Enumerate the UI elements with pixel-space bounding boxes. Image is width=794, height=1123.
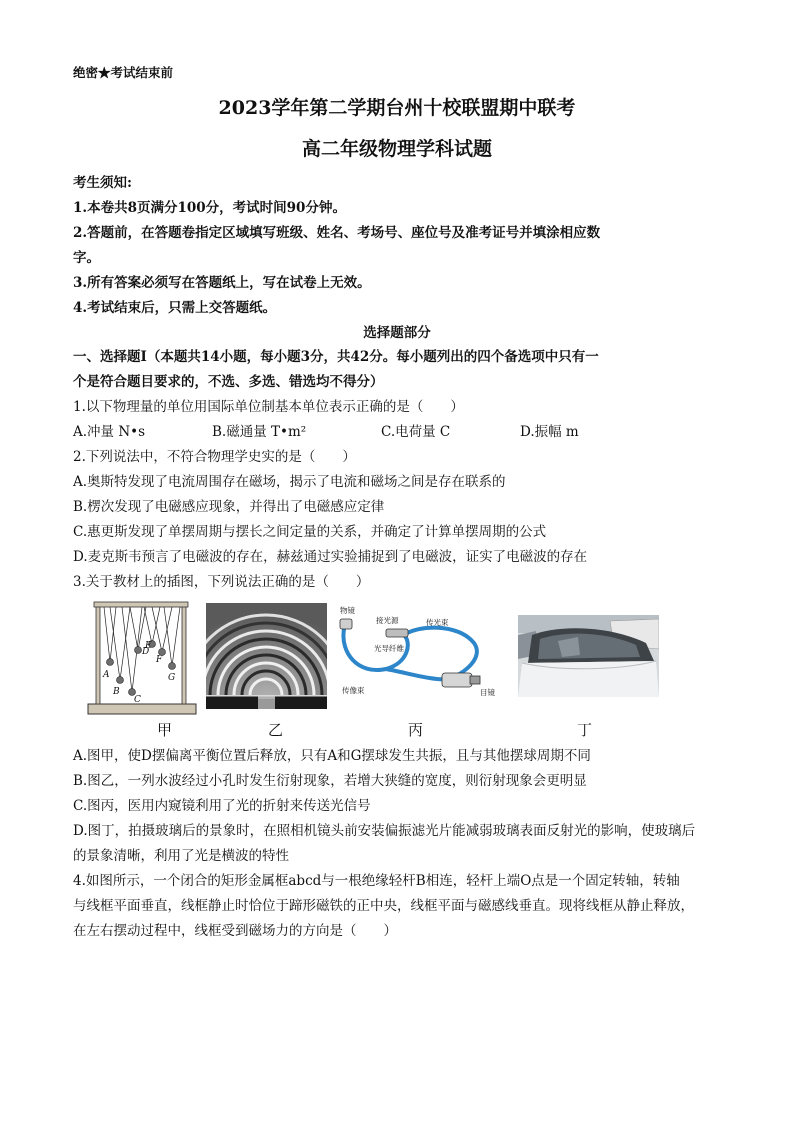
question-4-line: 在左右摆动过程中，线框受到磁场力的方向是（ ） (73, 923, 397, 939)
q1-option-a: A.冲量 N•s (73, 424, 146, 440)
notice-item: 3.所有答案必须写在答题纸上，写在试卷上无效。 (73, 275, 371, 291)
label-light-source: 接光源 (376, 616, 399, 625)
q3-option-c: C.图丙，医用内窥镜利用了光的折射来传送光信号 (73, 798, 371, 814)
question-4-line: 4.如图所示，一个闭合的矩形金属框abcd与一根绝缘轻杆B相连，轻杆上端O点是一个固定转轴，转轴 (73, 873, 680, 889)
q1-option-c: C.电荷量 C (381, 424, 451, 440)
caption-yi: 乙 (268, 721, 284, 739)
notice-item: 4.考试结束后，只需上交答题纸。 (73, 300, 277, 316)
figure-car-photo (518, 615, 659, 697)
exam-title: 2023学年第二学期台州十校联盟期中联考 (218, 97, 576, 119)
notice-item: 1.本卷共8页满分100分，考试时间90分钟。 (73, 200, 346, 216)
q2-option-c: C.惠更斯发现了单摆周期与摆长之间定量的关系，并确定了计算单摆周期的公式 (73, 524, 547, 540)
figure-endoscope (338, 603, 498, 701)
label-fiber: 光导纤维 (374, 644, 404, 653)
notice-item: 字。 (73, 250, 100, 266)
q3-option-a: A.图甲，使D摆偏离平衡位置后释放，只有A和G摆球发生共振，且与其他摆球周期不同 (73, 748, 591, 764)
caption-bing: 丙 (408, 721, 424, 739)
secret-note: 绝密★考试结束前 (73, 65, 174, 80)
pendulum-label: D (142, 647, 150, 657)
pendulum-label: G (168, 673, 176, 683)
q2-option-a: A.奥斯特发现了电流周围存在磁场，揭示了电流和磁场之间是存在联系的 (73, 474, 506, 490)
q3-option-d: D.图丁，拍摄玻璃后的景象时，在照相机镜头前安装偏振滤光片能减弱玻璃表面反射光的影响，使玻璃后 (73, 823, 696, 839)
q3-option-d-cont: 的景象清晰，利用了光是横波的特性 (73, 848, 289, 864)
pendulum-label: B (113, 687, 120, 697)
figure-pendulums (86, 600, 198, 718)
notice-item: 2.答题前，在答题卷指定区域填写班级、姓名、考场号、座位号及准考证号并填涂相应数 (73, 225, 601, 241)
q1-option-b: B.磁通量 T•m² (212, 424, 307, 440)
exam-subtitle: 高二年级物理学科试题 (301, 138, 492, 160)
caption-jia: 甲 (157, 721, 173, 739)
label-light-beam: 传光束 (426, 618, 449, 627)
question-1-stem: 1.以下物理量的单位用国际单位制基本单位表示正确的是（ ） (73, 399, 464, 415)
section-intro: 个是符合题目要求的，不选、多选、错选均不得分） (73, 374, 384, 390)
label-eyepiece: 目镜 (480, 688, 495, 697)
q3-option-b: B.图乙，一列水波经过小孔时发生衍射现象，若增大狭缝的宽度，则衍射现象会更明显 (73, 773, 587, 789)
q2-option-b: B.楞次发现了电磁感应现象，并得出了电磁感应定律 (73, 499, 385, 515)
q2-option-d: D.麦克斯韦预言了电磁波的存在，赫兹通过实验捕捉到了电磁波，证实了电磁波的存在 (73, 549, 588, 565)
q1-option-d: D.振幅 m (520, 424, 579, 440)
figure-wave-diffraction (206, 603, 327, 709)
section-intro: 一、选择题Ⅰ（本题共14小题，每小题3分，共42分。每小题列出的四个备选项中只有一 (73, 349, 599, 365)
question-2-stem: 2.下列说法中，不符合物理学史实的是（ ） (73, 449, 356, 465)
caption-ding: 丁 (577, 721, 593, 739)
notice-heading: 考生须知: (73, 175, 132, 191)
label-objective: 物镜 (340, 606, 355, 615)
pendulum-label: C (134, 695, 141, 705)
pendulum-label: F (156, 655, 163, 665)
question-4-line: 与线框平面垂直，线框静止时恰位于蹄形磁铁的正中央，线框平面与磁感线垂直。现将线框从静止释放， (73, 898, 694, 914)
question-3-stem: 3.关于教材上的插图，下列说法正确的是（ ） (73, 574, 370, 590)
pendulum-label: A (103, 670, 110, 680)
section-title: 选择题部分 (363, 325, 431, 341)
pendulum-label: E (145, 641, 152, 651)
label-image-beam: 传像束 (342, 686, 365, 695)
